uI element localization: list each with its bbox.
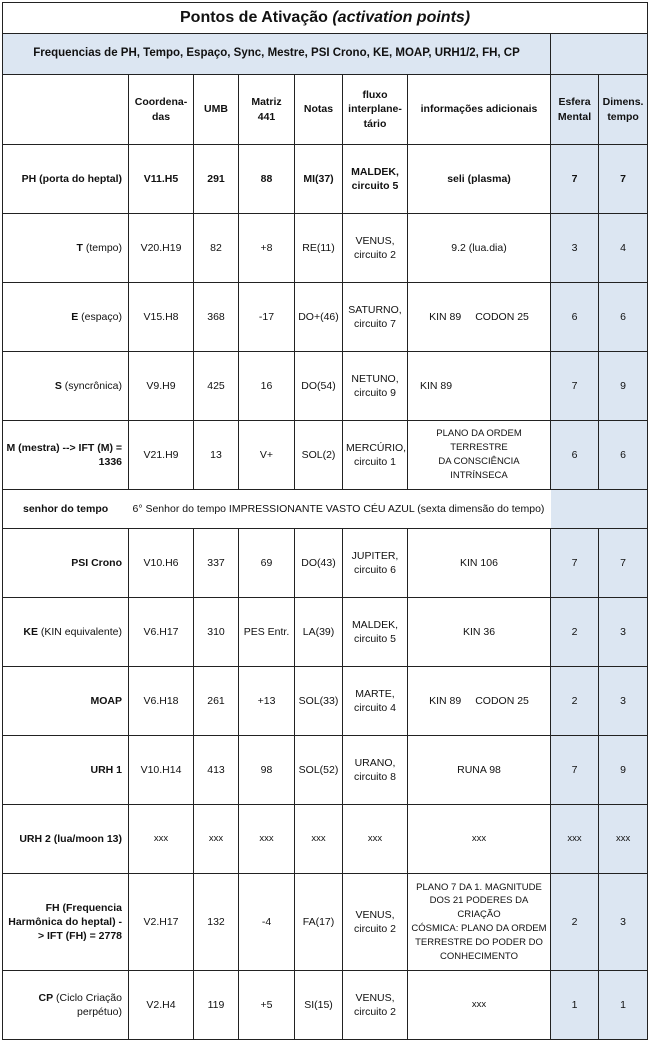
info-cell: PLANO DA ORDEM TERRESTRE DA CONSCIÊNCIA INTRÍNSECA xyxy=(408,421,551,490)
header-dimens: Dimens. tempo xyxy=(599,75,648,145)
dimens-cell: 3 xyxy=(599,598,648,667)
esfera-cell: 6 xyxy=(551,421,599,490)
esfera-cell: xxx xyxy=(551,805,599,874)
fluxo-cell: NETUNO, circuito 9 xyxy=(343,352,408,421)
table-row xyxy=(3,598,648,667)
row-label: KE (KIN equivalente) xyxy=(3,598,129,667)
nota-cell: SOL(33) xyxy=(295,667,343,736)
table-row xyxy=(3,667,648,736)
table-row xyxy=(3,145,648,214)
fluxo-cell: MALDEK, circuito 5 xyxy=(343,145,408,214)
row-label: CP (Ciclo Criação perpétuo) xyxy=(3,971,129,1040)
row-label: S (syncrônica) xyxy=(3,352,129,421)
header-esfera: Esfera Mental xyxy=(551,75,599,145)
nota-cell: FA(17) xyxy=(295,874,343,971)
dimens-cell: 1 xyxy=(599,971,648,1040)
esfera-cell: 1 xyxy=(551,971,599,1040)
info-cell: RUNA 98 xyxy=(408,736,551,805)
row-label: PSI Crono xyxy=(3,529,129,598)
matriz-cell: -4 xyxy=(239,874,295,971)
coord-cell: xxx xyxy=(129,805,194,874)
header-row xyxy=(3,75,648,145)
coord-cell: V2.H4 xyxy=(129,971,194,1040)
table-row xyxy=(3,529,648,598)
umb-cell: 13 xyxy=(194,421,239,490)
fluxo-cell: VENUS, circuito 2 xyxy=(343,874,408,971)
nota-cell: LA(39) xyxy=(295,598,343,667)
fluxo-cell: xxx xyxy=(343,805,408,874)
matriz-cell: +8 xyxy=(239,214,295,283)
umb-cell: 261 xyxy=(194,667,239,736)
dimens-cell: 3 xyxy=(599,874,648,971)
senhor-blank xyxy=(599,490,648,529)
matriz-cell: +5 xyxy=(239,971,295,1040)
umb-cell: xxx xyxy=(194,805,239,874)
coord-cell: V2.H17 xyxy=(129,874,194,971)
table-row xyxy=(3,214,648,283)
header-fluxo: fluxo interplane- tário xyxy=(343,75,408,145)
table-row xyxy=(3,352,648,421)
esfera-cell: 2 xyxy=(551,598,599,667)
umb-cell: 82 xyxy=(194,214,239,283)
matriz-cell: -17 xyxy=(239,283,295,352)
table-row xyxy=(3,874,648,971)
info-cell: KIN 106 xyxy=(408,529,551,598)
esfera-cell: 2 xyxy=(551,667,599,736)
coord-cell: V10.H14 xyxy=(129,736,194,805)
esfera-cell: 6 xyxy=(551,283,599,352)
esfera-cell: 2 xyxy=(551,874,599,971)
page-title: Pontos de Ativação (activation points) xyxy=(3,3,648,34)
nota-cell: DO(43) xyxy=(295,529,343,598)
info-cell: xxx xyxy=(408,805,551,874)
info-cell: xxx xyxy=(408,971,551,1040)
nota-cell: SOL(52) xyxy=(295,736,343,805)
matriz-cell: PES Entr. xyxy=(239,598,295,667)
fluxo-cell: SATURNO, circuito 7 xyxy=(343,283,408,352)
row-label: PH (porta do heptal) xyxy=(3,145,129,214)
dimens-cell: 4 xyxy=(599,214,648,283)
row-label: URH 2 (lua/moon 13) xyxy=(3,805,129,874)
fluxo-cell: JUPITER, circuito 6 xyxy=(343,529,408,598)
dimens-cell: 9 xyxy=(599,352,648,421)
senhor-row xyxy=(3,490,648,529)
coord-cell: V10.H6 xyxy=(129,529,194,598)
info-cell: KIN 89 CODON 25 xyxy=(408,283,551,352)
matriz-cell: V+ xyxy=(239,421,295,490)
table-row xyxy=(3,971,648,1040)
dimens-cell: 6 xyxy=(599,283,648,352)
coord-cell: V11.H5 xyxy=(129,145,194,214)
fluxo-cell: URANO, circuito 8 xyxy=(343,736,408,805)
info-cell: KIN 89 xyxy=(408,352,551,421)
table-row xyxy=(3,736,648,805)
fluxo-cell: MERCÚRIO, circuito 1 xyxy=(343,421,408,490)
dimens-cell: 6 xyxy=(599,421,648,490)
senhor-text: 6° Senhor do tempo IMPRESSIONANTE VASTO CÉU AZUL (sexta dimensão do tempo) xyxy=(129,490,551,529)
fluxo-cell: MALDEK, circuito 5 xyxy=(343,598,408,667)
coord-cell: V15.H8 xyxy=(129,283,194,352)
dimens-cell: 3 xyxy=(599,667,648,736)
coord-cell: V6.H17 xyxy=(129,598,194,667)
esfera-cell: 7 xyxy=(551,145,599,214)
header-notas: Notas xyxy=(295,75,343,145)
umb-cell: 337 xyxy=(194,529,239,598)
senhor-blank xyxy=(551,490,599,529)
row-label: URH 1 xyxy=(3,736,129,805)
fluxo-cell: VENUS, circuito 2 xyxy=(343,971,408,1040)
info-cell: PLANO 7 DA 1. MAGNITUDE DOS 21 PODERES DA CRIAÇÃO CÓSMICA: PLANO DA ORDEM TERRESTRE DO PODER DO CONHECIMENTO xyxy=(408,874,551,971)
coord-cell: V6.H18 xyxy=(129,667,194,736)
matriz-cell: 69 xyxy=(239,529,295,598)
umb-cell: 310 xyxy=(194,598,239,667)
dimens-cell: 7 xyxy=(599,145,648,214)
matriz-cell: 16 xyxy=(239,352,295,421)
table-row xyxy=(3,805,648,874)
matriz-cell: 88 xyxy=(239,145,295,214)
row-label: M (mestra) --> IFT (M) = 1336 xyxy=(3,421,129,490)
info-cell: seli (plasma) xyxy=(408,145,551,214)
senhor-label: senhor do tempo xyxy=(3,490,129,529)
table-row xyxy=(3,283,648,352)
dimens-cell: 9 xyxy=(599,736,648,805)
header-coords: Coordena- das xyxy=(129,75,194,145)
info-cell: 9.2 (lua.dia) xyxy=(408,214,551,283)
matriz-cell: 98 xyxy=(239,736,295,805)
dimens-cell: 7 xyxy=(599,529,648,598)
nota-cell: SI(15) xyxy=(295,971,343,1040)
esfera-cell: 7 xyxy=(551,529,599,598)
umb-cell: 425 xyxy=(194,352,239,421)
row-label: T (tempo) xyxy=(3,214,129,283)
nota-cell: xxx xyxy=(295,805,343,874)
nota-cell: DO(54) xyxy=(295,352,343,421)
nota-cell: DO+(46) xyxy=(295,283,343,352)
header-umb: UMB xyxy=(194,75,239,145)
fluxo-cell: MARTE, circuito 4 xyxy=(343,667,408,736)
header-matriz: Matriz 441 xyxy=(239,75,295,145)
row-label: FH (Frequencia Harmônica do heptal) - > IFT (FH) = 2778 xyxy=(3,874,129,971)
row-label: E (espaço) xyxy=(3,283,129,352)
row-label: MOAP xyxy=(3,667,129,736)
esfera-cell: 3 xyxy=(551,214,599,283)
fluxo-cell: VENUS, circuito 2 xyxy=(343,214,408,283)
coord-cell: V21.H9 xyxy=(129,421,194,490)
umb-cell: 413 xyxy=(194,736,239,805)
umb-cell: 368 xyxy=(194,283,239,352)
umb-cell: 291 xyxy=(194,145,239,214)
info-cell: KIN 36 xyxy=(408,598,551,667)
subtitle: Frequencias de PH, Tempo, Espaço, Sync, Mestre, PSI Crono, KE, MOAP, URH1/2, FH, CP xyxy=(3,34,551,75)
matriz-cell: xxx xyxy=(239,805,295,874)
umb-cell: 132 xyxy=(194,874,239,971)
nota-cell: SOL(2) xyxy=(295,421,343,490)
esfera-cell: 7 xyxy=(551,352,599,421)
dimens-cell: xxx xyxy=(599,805,648,874)
table-row xyxy=(3,421,648,490)
umb-cell: 119 xyxy=(194,971,239,1040)
esfera-cell: 7 xyxy=(551,736,599,805)
subtitle-blank xyxy=(551,34,648,75)
nota-cell: MI(37) xyxy=(295,145,343,214)
nota-cell: RE(11) xyxy=(295,214,343,283)
matriz-cell: +13 xyxy=(239,667,295,736)
header-info: informações adicionais xyxy=(408,75,551,145)
activation-points-table xyxy=(2,2,648,1040)
coord-cell: V20.H19 xyxy=(129,214,194,283)
header-blank xyxy=(3,75,129,145)
coord-cell: V9.H9 xyxy=(129,352,194,421)
info-cell: KIN 89 CODON 25 xyxy=(408,667,551,736)
